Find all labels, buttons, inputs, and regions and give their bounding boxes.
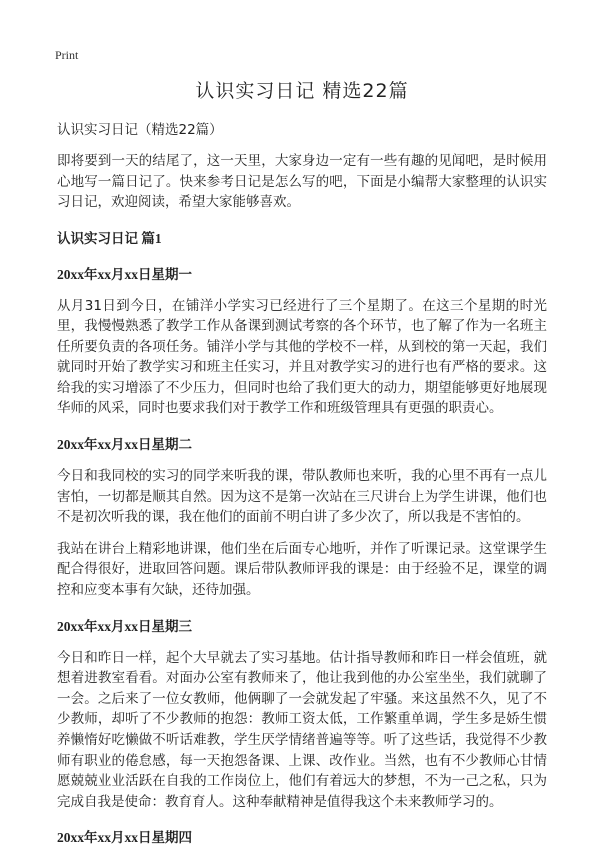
print-link[interactable]: Print xyxy=(55,48,79,62)
entry-heading: 20xx年xx月xx日星期四 xyxy=(57,830,192,846)
document-subtitle: 认识实习日记（精选22篇） xyxy=(57,122,223,138)
intro-paragraph: 即将要到一天的结尾了，这一天里，大家身边一定有一些有趣的见闻吧，是时候用心地写一篇日记了。快来参考日记是怎么写的吧，下面是小编帮大家整理的认识实习日记，欢迎阅读，希望大家能够喜欢。 xyxy=(57,153,547,210)
entry-paragraph: 今日和我同校的实习的同学来听我的课，带队教师也来听，我的心里不再有一点儿害怕，一切都是顺其自然。因为这不是第一次站在三尺讲台上为学生讲课，他们也不是初次听我的课，我在他们的面前不明白讲了多少次了，所以我是不害怕的。 xyxy=(57,468,547,526)
section-heading: 认识实习日记 篇1 xyxy=(57,230,162,246)
entry-paragraph: 今日和昨日一样，起个大早就去了实习基地。估计指导教师和昨日一样会值班，就想着进教室看看。对面办公室有教师来了，他让我到他的办公室坐坐，我们就聊了一会。之后来了一位女教师，他俩聊了一会就发起了牢骚。来这虽然不久，见了不少教师，却听了不少教师的抱怨：教师工资太低，工作繁重单调，学生多是娇生惯养懒惰好吃懒做不听话难教，学生厌学情绪普遍等等。听了这些话，我觉得不少教师有职业的倦怠感，每一天抱怨备课、上课、改作业。当然，也有不少教师心甘情愿兢兢业业活跃在自我的工作岗位上，他们有着远大的梦想，不为一己之私，只为完成自我是使命：教育育人。这种奉献精神是值得我这个未来教师学习的。 xyxy=(57,649,547,810)
entry-heading: 20xx年xx月xx日星期二 xyxy=(57,437,192,453)
document-page xyxy=(57,78,547,848)
entry-paragraph: 我站在讲台上精彩地讲课，他们坐在后面专心地听，并作了听课记录。这堂课学生配合得很好，进取回答问题。课后带队教师评我的课是：由于经验不足，课堂的调控和应变本事有欠缺，还待加强。 xyxy=(57,540,547,599)
entry-paragraph: 从月31日到今日，在铺洋小学实习已经进行了三个星期了。在这三个星期的时光里，我慢慢熟悉了教学工作从备课到测试考察的各个环节，也了解了作为一名班主任所要负责的各项任务。铺洋小学与其他的学校不一样，从到校的第一天起，我们就同时开始了教学实习和班主任实习，并且对教学实习的进行也有严格的要求。这给我的实习增添了不少压力，但同时也给了我们更大的动力，期望能够更好地展现华师的风采，同时也要求我们对于教学工作和班级管理具有更强的职责心。 xyxy=(57,297,547,417)
entry-heading: 20xx年xx月xx日星期三 xyxy=(57,618,192,634)
page-title: 认识实习日记 精选22篇 xyxy=(195,80,409,102)
entry-heading: 20xx年xx月xx日星期一 xyxy=(57,266,192,282)
